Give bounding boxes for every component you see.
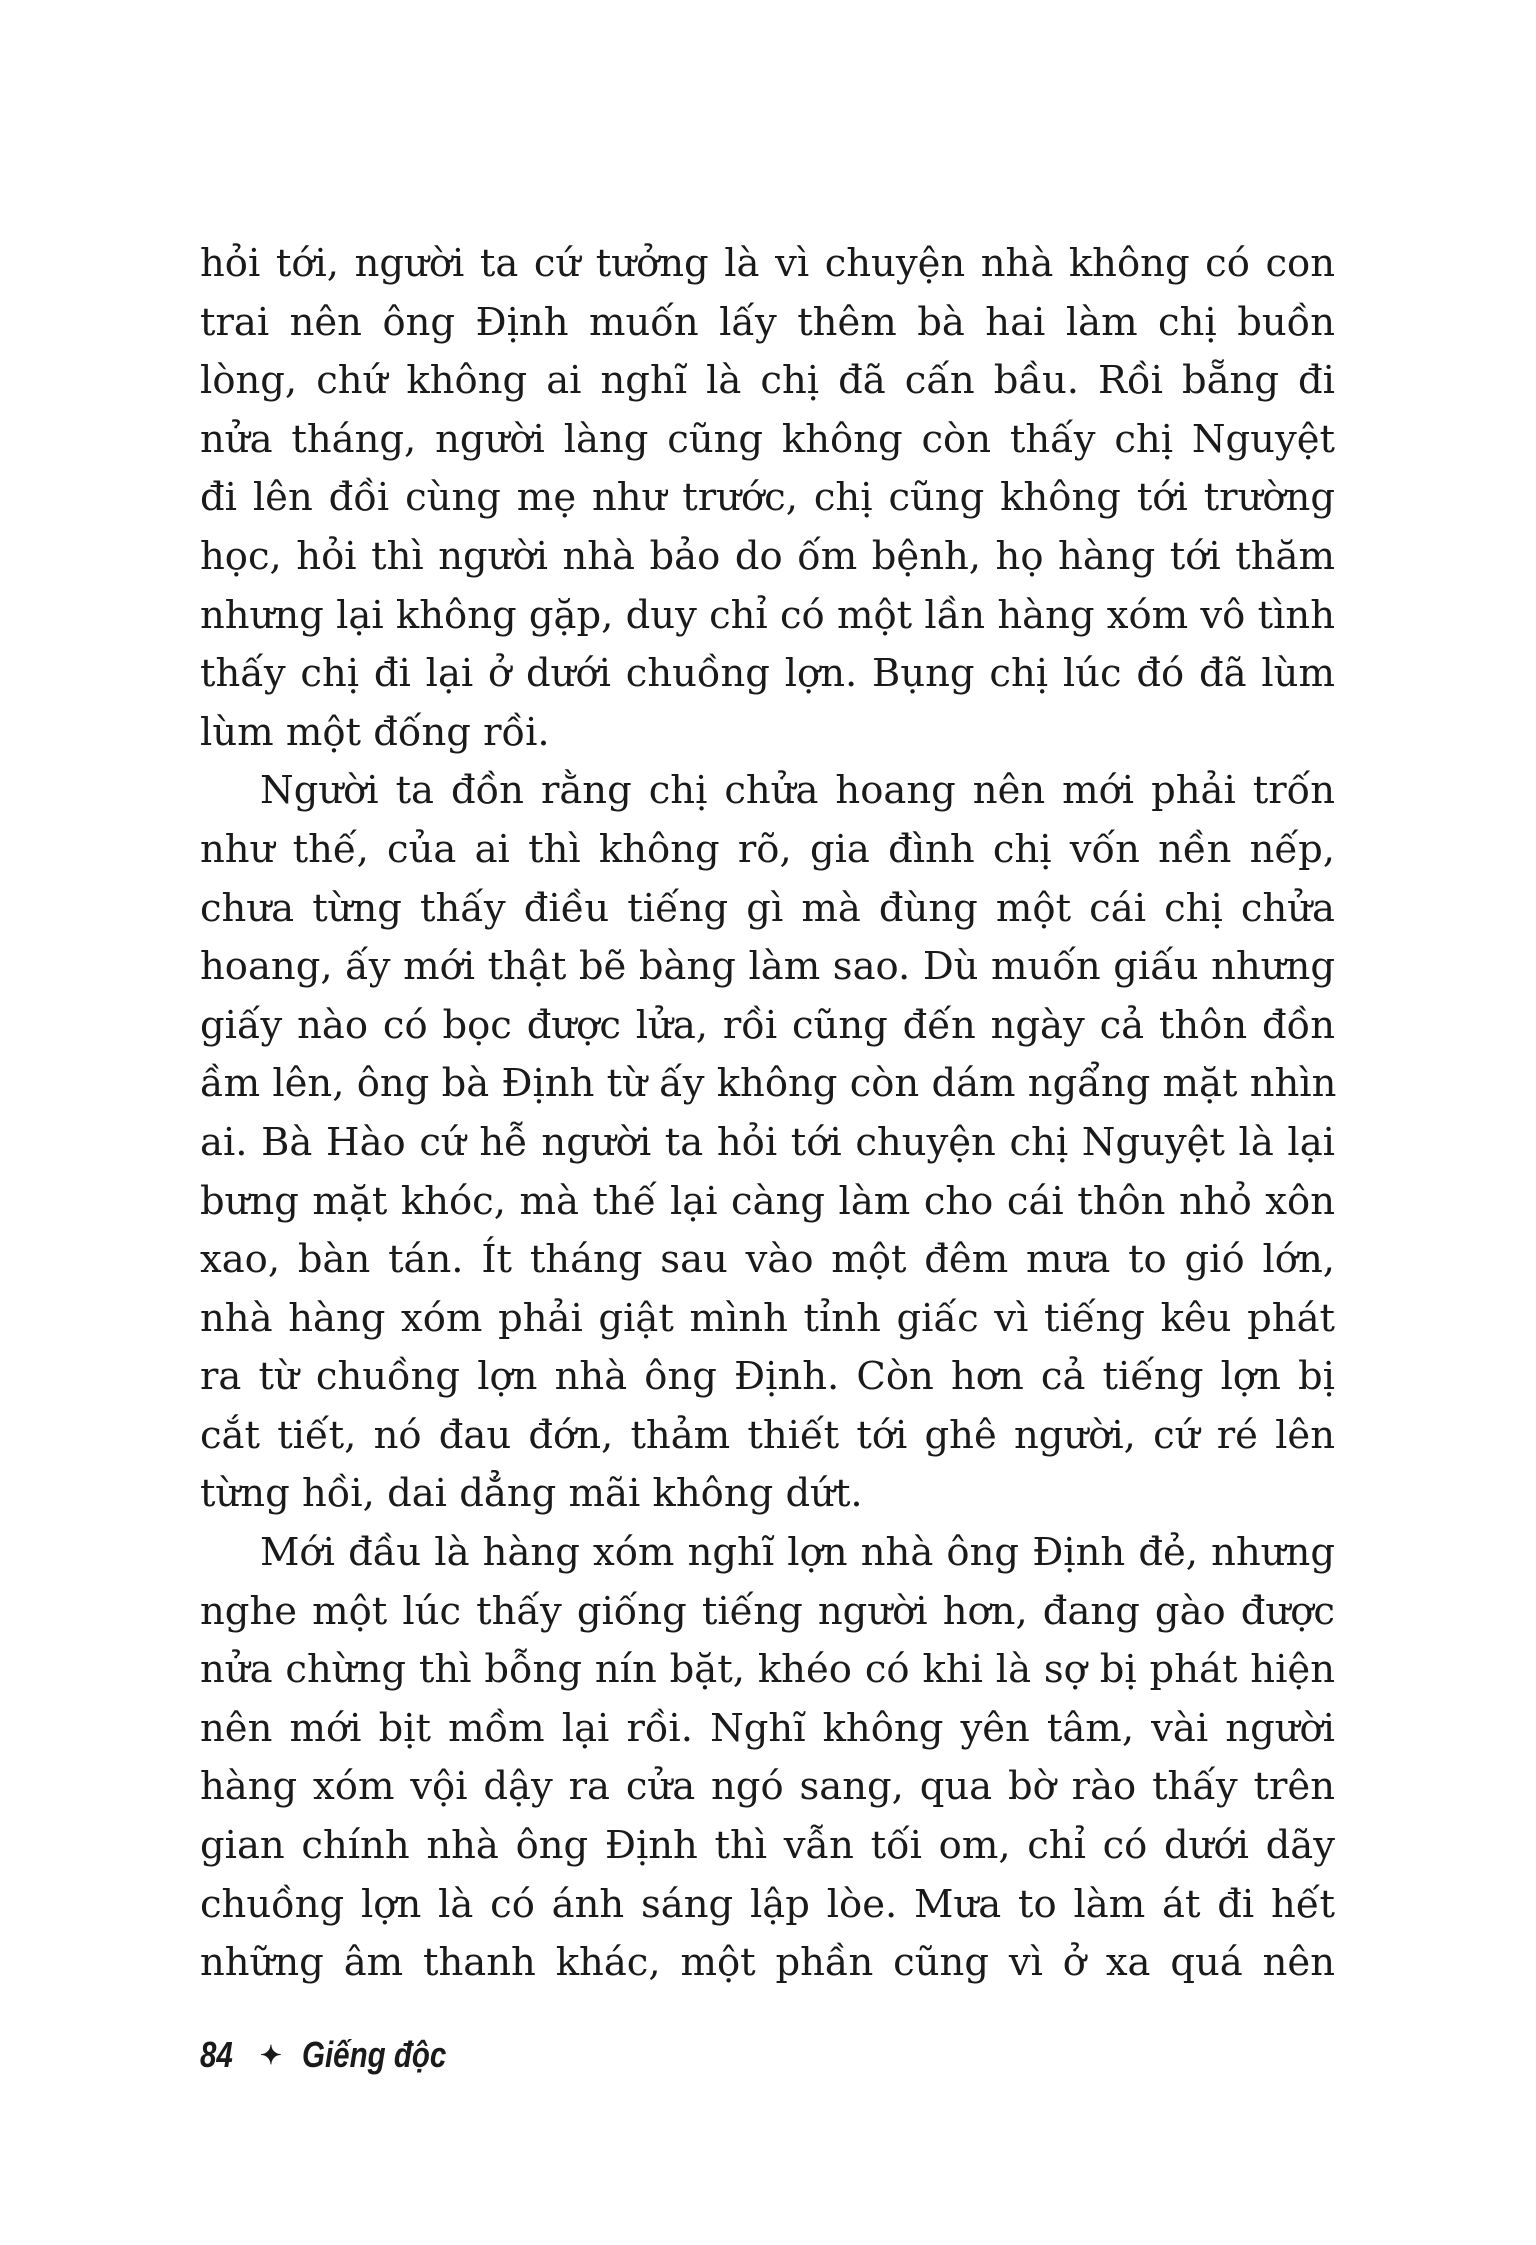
text-line: hoang, ấy mới thật bẽ bàng làm sao. Dù muốn giấu nhưng bbox=[200, 944, 1335, 990]
page-footer bbox=[200, 2034, 478, 2076]
text-line: đi lên đồi cùng mẹ như trước, chị cũng không tới trường bbox=[200, 475, 1335, 521]
text-line: lùm một đống rồi. bbox=[200, 709, 550, 755]
text-line: chuồng lợn là có ánh sáng lập lòe. Mưa to làm át đi hết bbox=[200, 1881, 1335, 1927]
body-text bbox=[200, 235, 1335, 1993]
text-line: từng hồi, dai dẳng mãi không dứt. bbox=[200, 1471, 863, 1517]
text-line: lòng, chứ không ai nghĩ là chị đã cấn bầu. Rồi bẵng đi bbox=[200, 358, 1335, 404]
text-line: hỏi tới, người ta cứ tưởng là vì chuyện nhà không có con bbox=[200, 241, 1335, 286]
text-line: nên mới bịt mồm lại rồi. Nghĩ không yên tâm, vài người bbox=[200, 1705, 1335, 1751]
text-line: bưng mặt khóc, mà thế lại càng làm cho cái thôn nhỏ xôn bbox=[200, 1178, 1335, 1224]
text-line: xao, bàn tán. Ít tháng sau vào một đêm mưa to gió lớn, bbox=[200, 1237, 1335, 1283]
text-line: gian chính nhà ông Định thì vẫn tối om, chỉ có dưới dãy bbox=[200, 1823, 1335, 1869]
text-line: học, hỏi thì người nhà bảo do ốm bệnh, họ hàng tới thăm bbox=[200, 533, 1335, 579]
text-line: như thế, của ai thì không rõ, gia đình chị vốn nền nếp, bbox=[200, 826, 1335, 872]
text-line: thấy chị đi lại ở dưới chuồng lợn. Bụng chị lúc đó đã lùm bbox=[200, 651, 1335, 697]
text-line: nghe một lúc thấy giống tiếng người hơn, đang gào được bbox=[200, 1588, 1335, 1634]
separator-star-icon: ✦ bbox=[260, 2039, 282, 2070]
text-line: ầm lên, ông bà Định từ ấy không còn dám ngẩng mặt nhìn bbox=[200, 1061, 1337, 1107]
text-line: cắt tiết, nó đau đớn, thảm thiết tới ghê người, cứ ré lên bbox=[200, 1412, 1335, 1458]
text-line: ai. Bà Hào cứ hễ người ta hỏi tới chuyện chị Nguyệt là lại bbox=[200, 1119, 1335, 1165]
text-line: giấy nào có bọc được lửa, rồi cũng đến ngày cả thôn đồn bbox=[200, 1002, 1335, 1048]
text-line: nhưng lại không gặp, duy chỉ có một lần hàng xóm vô tình bbox=[200, 592, 1335, 638]
text-line: ra từ chuồng lợn nhà ông Định. Còn hơn cả tiếng lợn bị bbox=[200, 1354, 1335, 1400]
text-line: hàng xóm vội dậy ra cửa ngó sang, qua bờ rào thấy trên bbox=[200, 1764, 1335, 1810]
text-line: Người ta đồn rằng chị chửa hoang nên mới phải trốn bbox=[260, 768, 1335, 814]
text-line: Mới đầu là hàng xóm nghĩ lợn nhà ông Định đẻ, nhưng bbox=[260, 1530, 1335, 1576]
text-line: nửa chừng thì bỗng nín bặt, khéo có khi là sợ bị phát hiện bbox=[200, 1647, 1335, 1693]
page-number: 84 bbox=[200, 2034, 233, 2075]
text-line: trai nên ông Định muốn lấy thêm bà hai làm chị buồn bbox=[200, 299, 1335, 345]
text-line: những âm thanh khác, một phần cũng vì ở xa quá nên bbox=[200, 1940, 1335, 1986]
book-title: Giếng độc bbox=[301, 2034, 447, 2075]
text-line: chưa từng thấy điều tiếng gì mà đùng một cái chị chửa bbox=[200, 885, 1335, 931]
text-line: nhà hàng xóm phải giật mình tỉnh giấc vì tiếng kêu phát bbox=[200, 1295, 1335, 1341]
text-line: nửa tháng, người làng cũng không còn thấy chị Nguyệt bbox=[200, 416, 1335, 462]
